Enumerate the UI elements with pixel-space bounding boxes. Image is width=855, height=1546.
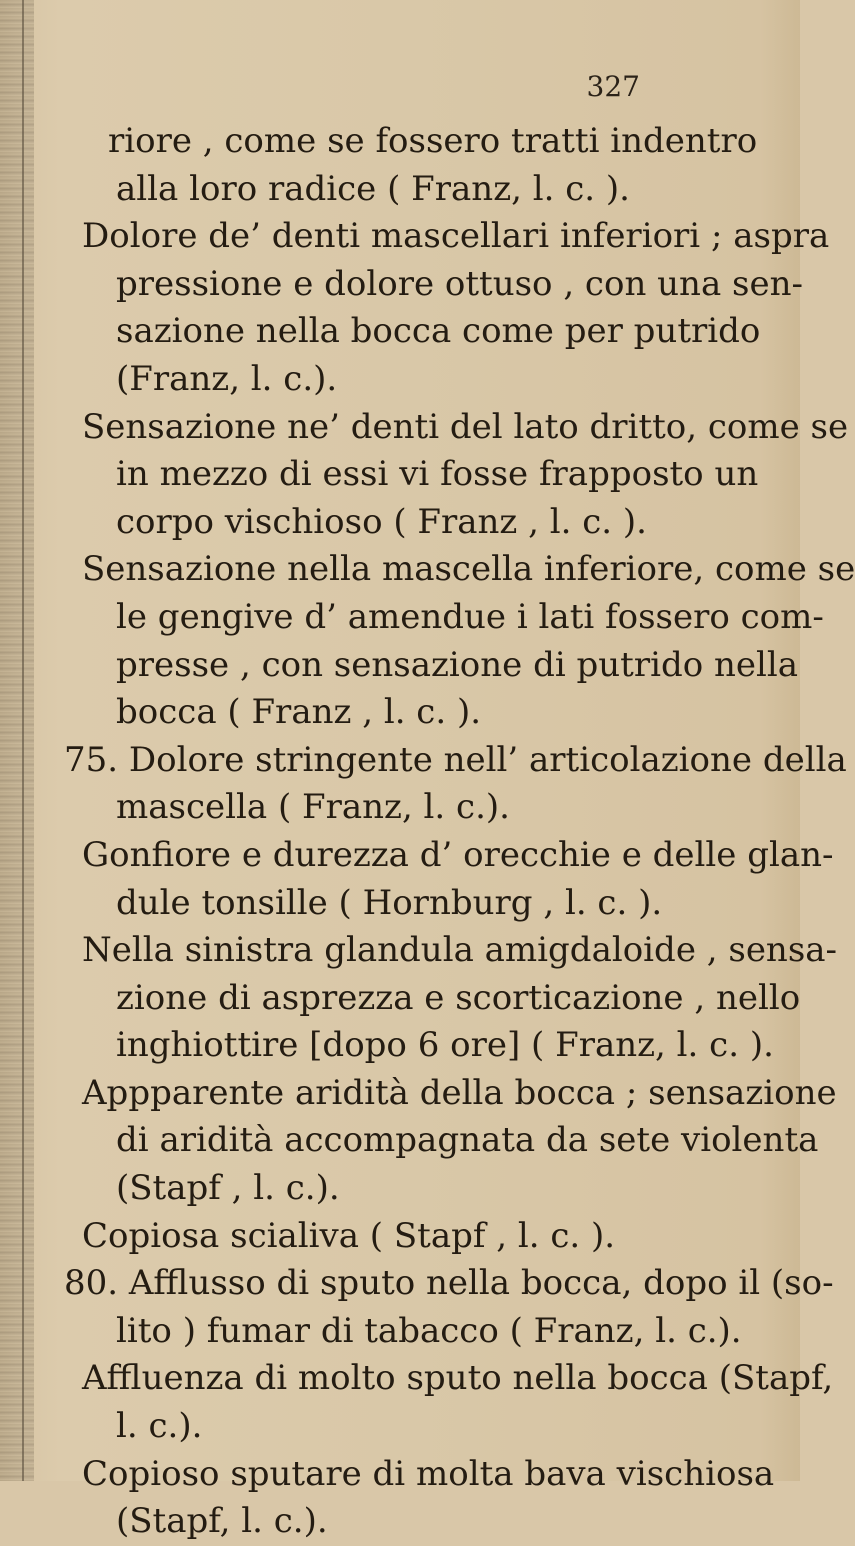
page-number: 327: [586, 70, 640, 103]
text-line: (Franz, l. c.).: [116, 358, 338, 399]
entry-7: [64, 927, 838, 1070]
text-line: Copioso sputare di molta bava vischiosa: [82, 1453, 775, 1494]
entry-4: [64, 546, 855, 736]
text-line: dule tonsille ( Hornburg , l. c. ).: [116, 882, 663, 923]
text-line: pressione e dolore ottuso , con una sen-: [116, 263, 803, 304]
entry-3: [64, 404, 849, 547]
entry-9: [64, 1213, 754, 1261]
text-line: 75. Dolore stringente nell’ articolazione della: [64, 739, 847, 780]
text-line: in mezzo di essi vi fosse frapposto un: [116, 454, 759, 495]
entry-12: [64, 1451, 775, 1546]
entry-8: [64, 1070, 837, 1213]
text-line: le gengive d’ amendue i lati fossero com-: [116, 596, 824, 637]
text-line: di aridità accompagnata da sete violenta: [116, 1120, 819, 1161]
text-line: Sensazione ne’ denti del lato dritto, come se: [82, 406, 849, 447]
text-line: Nella sinistra glandula amigdaloide , sensa-: [82, 930, 838, 971]
text-line: riore , come se fossero tratti indentro: [108, 121, 758, 161]
text-line: alla loro radice ( Franz, l. c. ).: [116, 168, 630, 209]
entry-11: [64, 1355, 834, 1450]
binding-edge: [0, 0, 34, 1481]
entry-6: [64, 832, 834, 927]
text-line: lito ) fumar di tabacco ( Franz, l. c.).: [116, 1310, 742, 1351]
entry-1: [64, 118, 758, 213]
entry-2: [64, 213, 830, 403]
body-text: [64, 118, 855, 1546]
text-line: bocca ( Franz , l. c. ).: [116, 692, 482, 733]
text-line: corpo vischioso ( Franz , l. c. ).: [116, 501, 647, 542]
entry-5: [64, 737, 847, 832]
text-line: Appparente aridità della bocca ; sensazione: [82, 1072, 837, 1113]
text-line: Dolore de’ denti mascellari inferiori ; aspra: [82, 216, 830, 257]
text-line: Copiosa scialiva ( Stapf , l. c. ).: [82, 1215, 616, 1256]
entry-10: [64, 1260, 834, 1355]
text-line: l. c.).: [116, 1406, 203, 1447]
text-line: inghiottire [dopo 6 ore] ( Franz, l. c. ).: [116, 1025, 774, 1066]
text-line: presse , con sensazione di putrido nella: [116, 644, 799, 685]
text-line: Sensazione nella mascella inferiore, come se: [82, 549, 855, 590]
text-line: zione di asprezza e scorticazione , nello: [116, 977, 801, 1018]
text-line: 80. Afflusso di sputo nella bocca, dopo il (so-: [64, 1263, 834, 1304]
text-line: sazione nella bocca come per putrido: [116, 311, 761, 352]
binding-line: [22, 0, 24, 1481]
text-line: (Stapf , l. c.).: [116, 1168, 340, 1209]
text-line: Gonfiore e durezza d’ orecchie e delle glan-: [82, 834, 834, 875]
text-line: mascella ( Franz, l. c.).: [116, 787, 510, 828]
text-line: (Stapf, l. c.).: [116, 1501, 328, 1542]
text-line: Affluenza di molto sputo nella bocca (Stapf,: [82, 1358, 834, 1399]
